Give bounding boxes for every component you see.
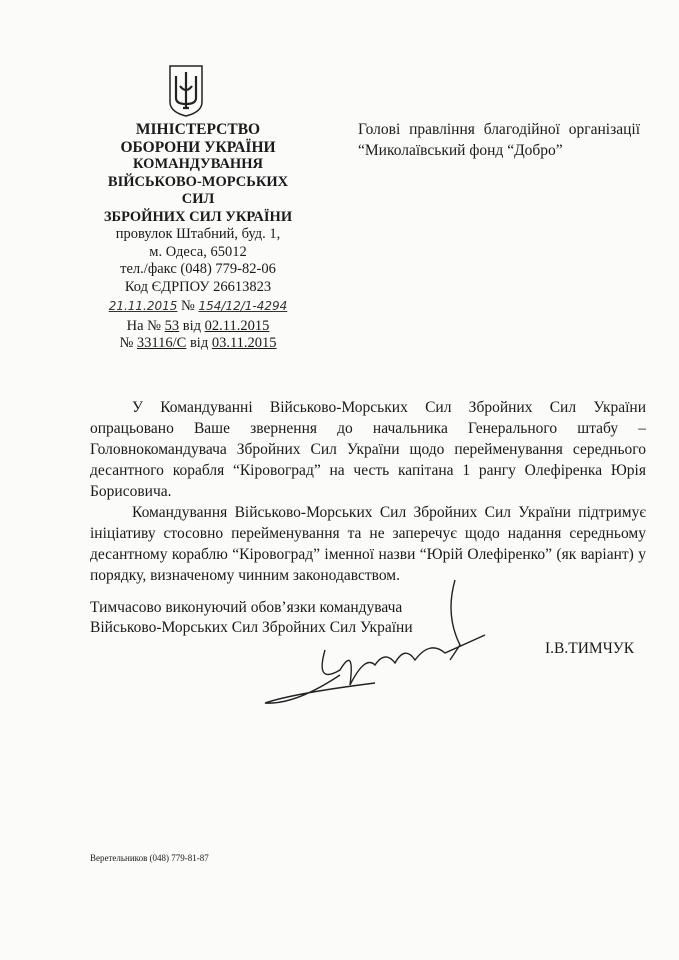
letter-body [90, 397, 646, 586]
paragraph: Командування Військово-Морських Сил Збройних Сил України підтримує ініціативу стосовно перейменування та не заперечує щодо надання середньому десантному кораблю “Кіровоград” іменної назви “Юрій Олефіренко” (як варіант) у порядку, визначеному чинним законодавством. [90, 504, 646, 584]
ref-number: 33116/С [136, 335, 187, 351]
outgoing-reg-number: 154/12/1-4294 [198, 299, 288, 313]
org-line: МІНІСТЕРСТВО [135, 121, 261, 138]
ref-prefix: № [119, 335, 134, 351]
address-line: провулок Штабний, буд. 1, [115, 226, 281, 242]
no-label: № [181, 298, 195, 314]
title-line: Тимчасово виконуючий обов’язки командувача [90, 599, 403, 616]
ref-date: 03.11.2015 [211, 335, 277, 351]
executor-footer: Веретельников (048) 779-81-87 [90, 853, 209, 863]
org-line: КОМАНДУВАННЯ [133, 156, 263, 172]
ref-from: від [182, 317, 202, 334]
ref-date: 02.11.2015 [204, 317, 270, 334]
ref-number: 53 [164, 317, 180, 334]
ref-from: від [189, 335, 209, 351]
org-line: ВІЙСЬКОВО-МОРСЬКИХ СИЛ [107, 173, 289, 207]
sender-block [92, 121, 304, 353]
reference-1 [92, 318, 304, 336]
trident-emblem-icon [168, 64, 204, 118]
address-line: Код ЄДРПОУ 26613823 [124, 278, 272, 295]
reference-2 [92, 335, 304, 353]
paragraph: У Командуванні Військово-Морських Сил Збройних Сил України опрацьовано Ваше звернення до начальника Генерального штабу – Головнокомандувача Збройних Сил України щодо перейменування середнього десантного корабля “Кіровоград” на честь капітана 1 рангу Олефіренка Юрія Борисовича. [90, 399, 646, 500]
address-line: м. Одеса, 65012 [149, 243, 247, 260]
addressee: Голові правління благодійної організації “Миколаївський фонд “Добро” [358, 121, 640, 159]
org-line: ЗБРОЙНИХ СИЛ УКРАЇНИ [103, 208, 293, 225]
address-line: тел./факс (048) 779-82-06 [120, 261, 276, 277]
handwritten-signature [255, 575, 495, 715]
title-line: Військово-Морських Сил Збройних Сил України [90, 619, 413, 636]
outgoing-number [92, 298, 304, 316]
outgoing-date: 21.11.2015 [108, 299, 178, 313]
org-line: ОБОРОНИ УКРАЇНИ [120, 138, 276, 156]
ref-prefix: На № [126, 317, 161, 334]
signatory-name: І.В.ТИМЧУК [545, 640, 635, 657]
